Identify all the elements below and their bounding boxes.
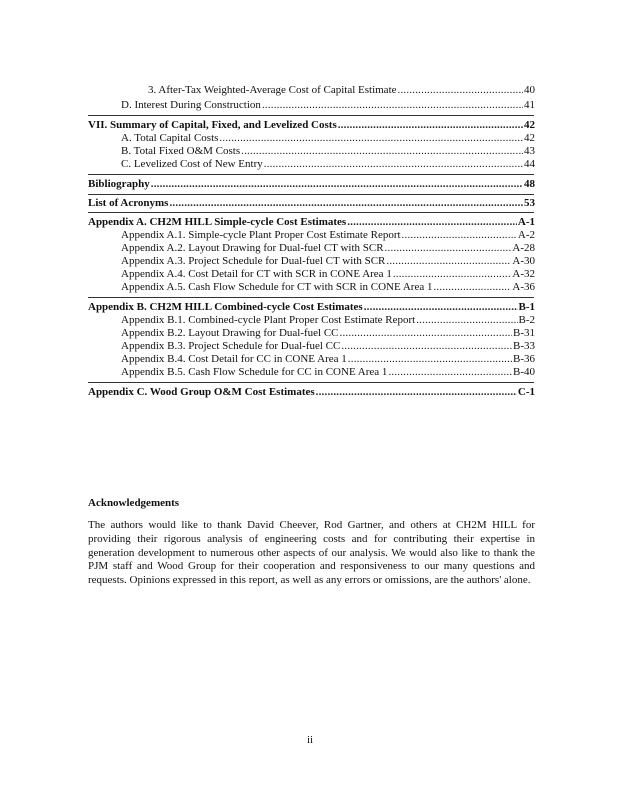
toc-leader-dots <box>262 99 523 112</box>
toc-entry[interactable] <box>121 353 535 366</box>
toc-leader-dots <box>385 242 512 255</box>
toc-entry-page: 41 <box>524 99 535 111</box>
toc-section-heading[interactable] <box>88 216 535 229</box>
toc-entry[interactable] <box>121 99 535 112</box>
toc-entry[interactable] <box>121 145 535 158</box>
toc-leader-dots <box>169 197 523 210</box>
toc-entry[interactable] <box>148 84 535 97</box>
toc-leader-dots <box>316 386 517 399</box>
toc-entry-page: A-1 <box>517 216 535 228</box>
toc-entry[interactable] <box>121 242 535 255</box>
toc-leader-dots <box>433 281 511 294</box>
toc-section-heading[interactable] <box>88 386 535 399</box>
toc-entry-page: B-33 <box>513 340 535 352</box>
toc-leader-dots <box>402 229 517 242</box>
toc-leader-dots <box>340 327 512 340</box>
toc-entry-page: A-2 <box>517 229 535 241</box>
toc-entry-page: 42 <box>524 132 535 144</box>
toc-section-heading[interactable] <box>88 301 535 314</box>
toc-entry[interactable] <box>121 340 535 353</box>
toc-leader-dots <box>386 255 511 268</box>
toc-entry[interactable] <box>121 132 535 145</box>
toc-entry-label: Appendix B. CH2M HILL Combined-cycle Cost Estimates <box>88 301 363 313</box>
page-number: ii <box>306 734 314 746</box>
toc-entry-label: Appendix B.3. Project Schedule for Dual-fuel CC <box>121 340 341 352</box>
toc-entry-label: B. Total Fixed O&M Costs <box>121 145 241 157</box>
toc-leader-dots <box>338 119 523 132</box>
toc-entry-label: Bibliography <box>88 178 150 190</box>
acknowledgements-heading: Acknowledgements <box>88 497 180 509</box>
toc-entry-label: Appendix A.4. Cost Detail for CT with SCR in CONE Area 1 <box>121 268 392 280</box>
toc-leader-dots <box>219 132 523 145</box>
toc-leader-dots <box>393 268 512 281</box>
toc-entry-label: Appendix B.2. Layout Drawing for Dual-fuel CC <box>121 327 339 339</box>
toc-entry-label: Appendix B.5. Cash Flow Schedule for CC in CONE Area 1 <box>121 366 388 378</box>
toc-entry-page: C-1 <box>517 386 535 398</box>
toc-entry-label: C. Levelized Cost of New Entry <box>121 158 263 170</box>
toc-leader-dots <box>341 340 512 353</box>
toc-section-heading[interactable] <box>88 178 535 191</box>
toc-leader-dots <box>264 158 523 171</box>
toc-entry[interactable] <box>121 158 535 171</box>
toc-entry-page: A-28 <box>512 242 535 254</box>
toc-entry-page: 43 <box>524 145 535 157</box>
section-divider <box>88 194 534 195</box>
toc-entry-page: A-32 <box>512 268 535 280</box>
toc-entry-label: List of Acronyms <box>88 197 169 209</box>
toc-entry-page: 53 <box>524 197 535 209</box>
toc-entry-label: Appendix A. CH2M HILL Simple-cycle Cost Estimates <box>88 216 347 228</box>
toc-leader-dots <box>388 366 512 379</box>
toc-entry-page: 40 <box>524 84 535 96</box>
toc-leader-dots <box>241 145 523 158</box>
toc-leader-dots <box>398 84 523 97</box>
toc-entry[interactable] <box>121 255 535 268</box>
toc-leader-dots <box>151 178 523 191</box>
toc-entry-label: Appendix A.1. Simple-cycle Plant Proper Cost Estimate Report <box>121 229 401 241</box>
toc-entry-label: Appendix A.3. Project Schedule for Dual-fuel CT with SCR <box>121 255 386 267</box>
toc-entry-label: Appendix B.1. Combined-cycle Plant Proper Cost Estimate Report <box>121 314 416 326</box>
toc-entry-page: B-36 <box>513 353 535 365</box>
toc-leader-dots <box>347 216 517 229</box>
toc-entry-page: B-31 <box>513 327 535 339</box>
toc-entry-page: 44 <box>524 158 535 170</box>
toc-entry-page: 48 <box>524 178 535 190</box>
section-divider <box>88 174 534 175</box>
toc-entry[interactable] <box>121 314 535 327</box>
toc-leader-dots <box>364 301 518 314</box>
toc-section-heading[interactable] <box>88 197 535 210</box>
toc-entry-page: B-40 <box>513 366 535 378</box>
toc-entry-label: Appendix C. Wood Group O&M Cost Estimates <box>88 386 315 398</box>
toc-entry-label: Appendix B.4. Cost Detail for CC in CONE Area 1 <box>121 353 347 365</box>
section-divider <box>88 297 534 298</box>
toc-entry-label: 3. After-Tax Weighted-Average Cost of Capital Estimate <box>148 84 397 96</box>
toc-entry[interactable] <box>121 229 535 242</box>
toc-entry-label: VII. Summary of Capital, Fixed, and Levelized Costs <box>88 119 337 131</box>
toc-leader-dots <box>416 314 517 327</box>
toc-entry-label: A. Total Capital Costs <box>121 132 219 144</box>
toc-section-heading[interactable] <box>88 119 535 132</box>
section-divider <box>88 212 534 213</box>
section-divider <box>88 382 534 383</box>
toc-entry-label: Appendix A.5. Cash Flow Schedule for CT with SCR in CONE Area 1 <box>121 281 433 293</box>
toc-entry-page: B-1 <box>518 301 535 313</box>
section-divider <box>88 115 534 116</box>
toc-entry-page: 42 <box>524 119 535 131</box>
acknowledgements-paragraph: The authors would like to thank David Cheever, Rod Gartner, and others at CH2M HILL for providing their rigorous analysis of engineering costs and for contributing their expertise in generation development to numerous other aspects of our analysis. We would also like to thank the PJM staff and Wood Group for their cooperation and responsiveness to our many questions and requests. Opinions expressed in this report, as well as any errors or omissions, are the authors' alone. <box>88 519 535 587</box>
toc-entry-page: A-30 <box>512 255 535 267</box>
toc-entry-page: A-36 <box>512 281 535 293</box>
toc-entry[interactable] <box>121 327 535 340</box>
toc-entry-page: B-2 <box>518 314 535 326</box>
toc-entry[interactable] <box>121 281 535 294</box>
toc-entry-label: Appendix A.2. Layout Drawing for Dual-fuel CT with SCR <box>121 242 384 254</box>
toc-entry[interactable] <box>121 366 535 379</box>
toc-entry[interactable] <box>121 268 535 281</box>
toc-leader-dots <box>348 353 512 366</box>
toc-entry-label: D. Interest During Construction <box>121 99 261 111</box>
